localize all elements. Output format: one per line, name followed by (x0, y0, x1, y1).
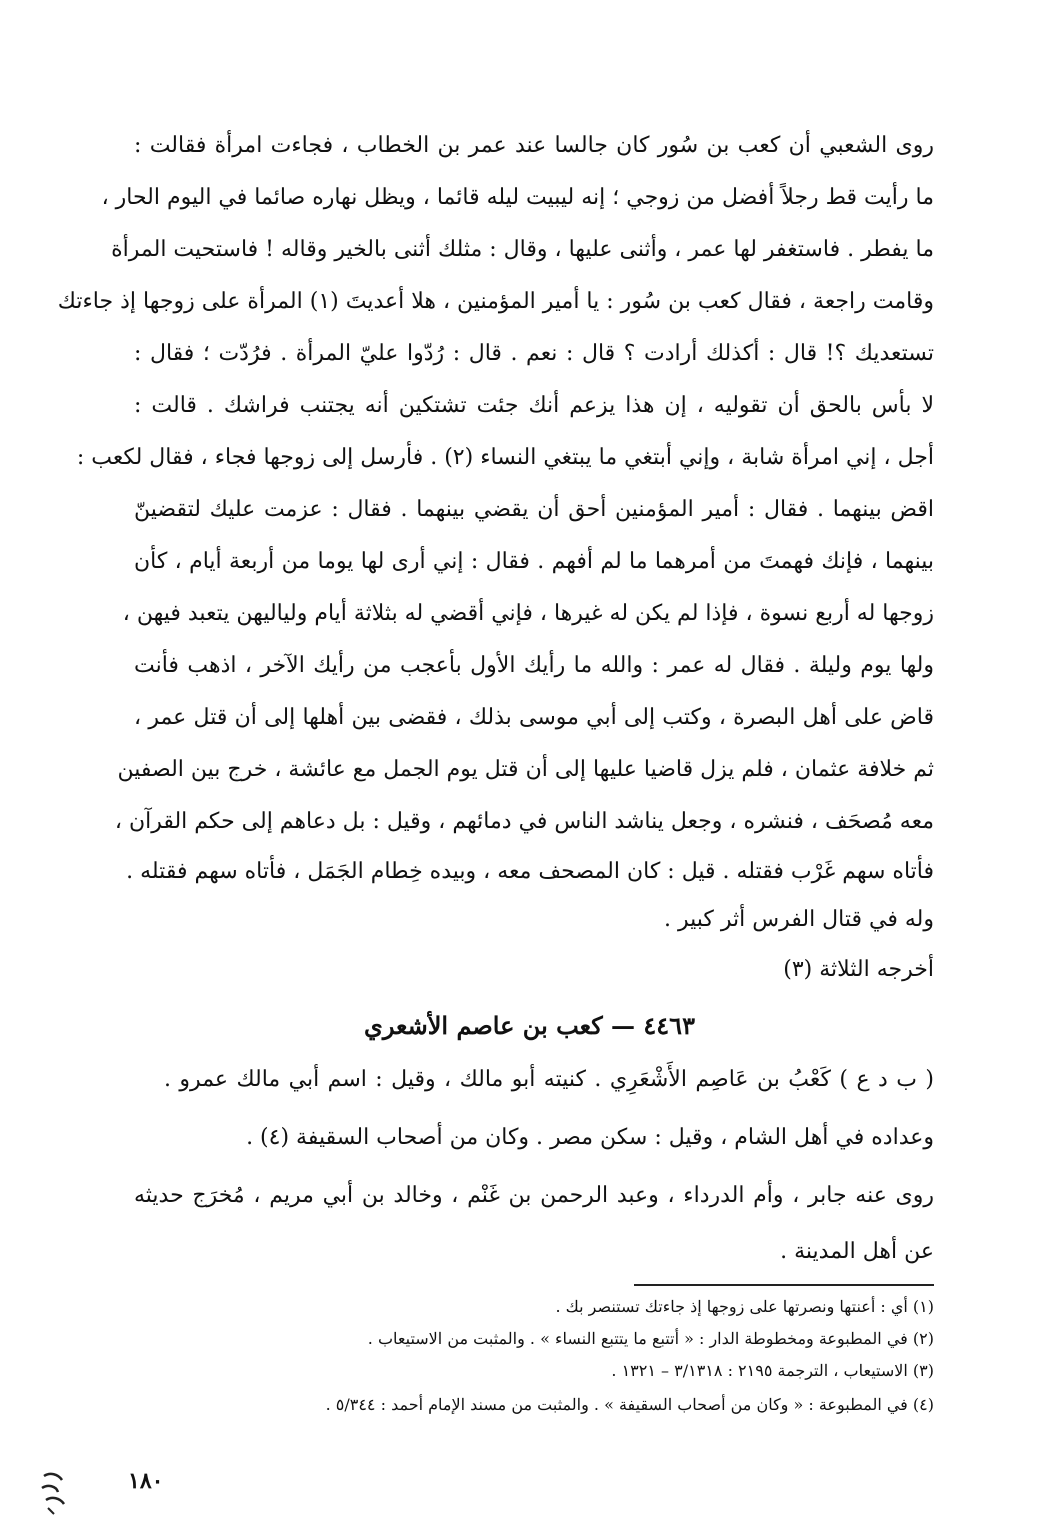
source-line: أخرجه الثلاثة (٣) (783, 957, 934, 982)
entry-heading: ٤٤٦٣ — كعب بن عاصم الأشعري (364, 1011, 695, 1040)
paragraph-line: لا بأس بالحق أن تقوليه ، إن هذا يزعم أنك جئت تشتكين أنه يجتنب فراشك . قالت : (134, 393, 934, 418)
entry-line: ( ب د ع ) كَعْبُ بن عَاصِم الأَشْعَرِي . كنيته أبو مالك ، وقيل : اسم أبي مالك عمرو . (164, 1067, 934, 1092)
paragraph-line: اقض بينهما . فقال : أمير المؤمنين أحق أن يقضي بينهما . فقال : عزمت عليك لتقضينّ (134, 497, 934, 522)
entry-line: عن أهل المدينة . (780, 1239, 934, 1264)
footnote: (١) أي : أعنتها ونصرتها على زوجها إذ جاءتك تستنصر بك . (555, 1297, 934, 1316)
paragraph-line: روى الشعبي أن كعب بن سُور كان جالسا عند عمر بن الخطاب ، فجاءت امرأة فقالت : (134, 133, 934, 158)
paragraph-line: زوجها له أربع نسوة ، فإذا لم يكن له غيرها ، فإني أقضي له بثلاثة أيام ولياليهن يتعبد فيهن ، (122, 601, 934, 626)
paragraph-line: بينهما ، فإنك فهمتَ من أمرهما ما لم أفهم . فقال : إني أرى لها يوما من أربعة أيام ، كأن (134, 549, 934, 574)
paragraph-line: تستعديك ؟! قال : أكذلك أرادت ؟ قال : نعم . قال : رُدّوا عليّ المرأة . فرُدّت ؛ فقال : (134, 341, 934, 366)
paragraph-line: فأتاه سهم غَرْب فقتله . قيل : كان المصحف معه ، وبيده خِطام الجَمَل ، فأتاه سهم فقتله . (126, 859, 934, 884)
footnote-divider (634, 1284, 934, 1286)
closing-line: وله في قتال الفرس أثر كبير . (664, 907, 934, 932)
paragraph-line: ثم خلافة عثمان ، فلم يزل قاضيا عليها إلى أن قتل يوم الجمل مع عائشة ، خرج بين الصفين (117, 757, 934, 782)
paragraph-line: أجل ، إني امرأة شابة ، وإني أبتغي ما يبتغي النساء (٢) . فأرسل إلى زوجها فجاء ، فقال لكعب : (76, 445, 934, 470)
page-number: ١٨٠ (128, 1468, 164, 1494)
paragraph-line: معه مُصحَف ، فنشره ، وجعل يناشد الناس في دمائهم ، وقيل : بل دعاهم إلى حكم القرآن ، (114, 809, 934, 834)
paragraph-line: ما رأيت قط رجلاً أفضل من زوجي ؛ إنه ليبيت ليله قائما ، ويظل نهاره صائما في اليوم الحار ، (101, 185, 934, 210)
entry-line: روى عنه جابر ، وأم الدرداء ، وعبد الرحمن بن غَنْم ، وخالد بن أبي مريم ، مُخرَج حديثه (134, 1183, 934, 1208)
paragraph-line: وقامت راجعة ، فقال كعب بن سُور : يا أمير المؤمنين ، هلا أعديتَ (١) المرأة على زوجها إذ جاءتك (57, 289, 934, 314)
entry-line: وعداده في أهل الشام ، وقيل : سكن مصر . وكان من أصحاب السقيفة (٤) . (246, 1125, 934, 1150)
scan-mark-icon (36, 1470, 76, 1520)
footnote: (٢) في المطبوعة ومخطوطة الدار : « أتتبع ما يتتبع النساء » . والمثبت من الاستيعاب . (367, 1329, 934, 1348)
paragraph-line: قاض على أهل البصرة ، وكتب إلى أبي موسى بذلك ، فقضى بين أهلها إلى أن قتل عمر ، (134, 705, 934, 730)
paragraph-line: ولها يوم وليلة . فقال له عمر : والله ما رأيك الأول بأعجب من رأيك الآخر ، اذهب فأنت (134, 653, 934, 678)
footnote: (٤) في المطبوعة : « وكان من أصحاب السقيفة » . والمثبت من مسند الإمام أحمد : ٥/٣٤٤ . (325, 1395, 934, 1414)
footnote: (٣) الاستيعاب ، الترجمة ٢١٩٥ : ٣/١٣١٨ – ١٣٢١ . (611, 1361, 934, 1380)
paragraph-line: ما يفطر . فاستغفر لها عمر ، وأثنى عليها ، وقال : مثلك أثنى بالخير وقاله ! فاستحيت المرأة (111, 237, 934, 262)
